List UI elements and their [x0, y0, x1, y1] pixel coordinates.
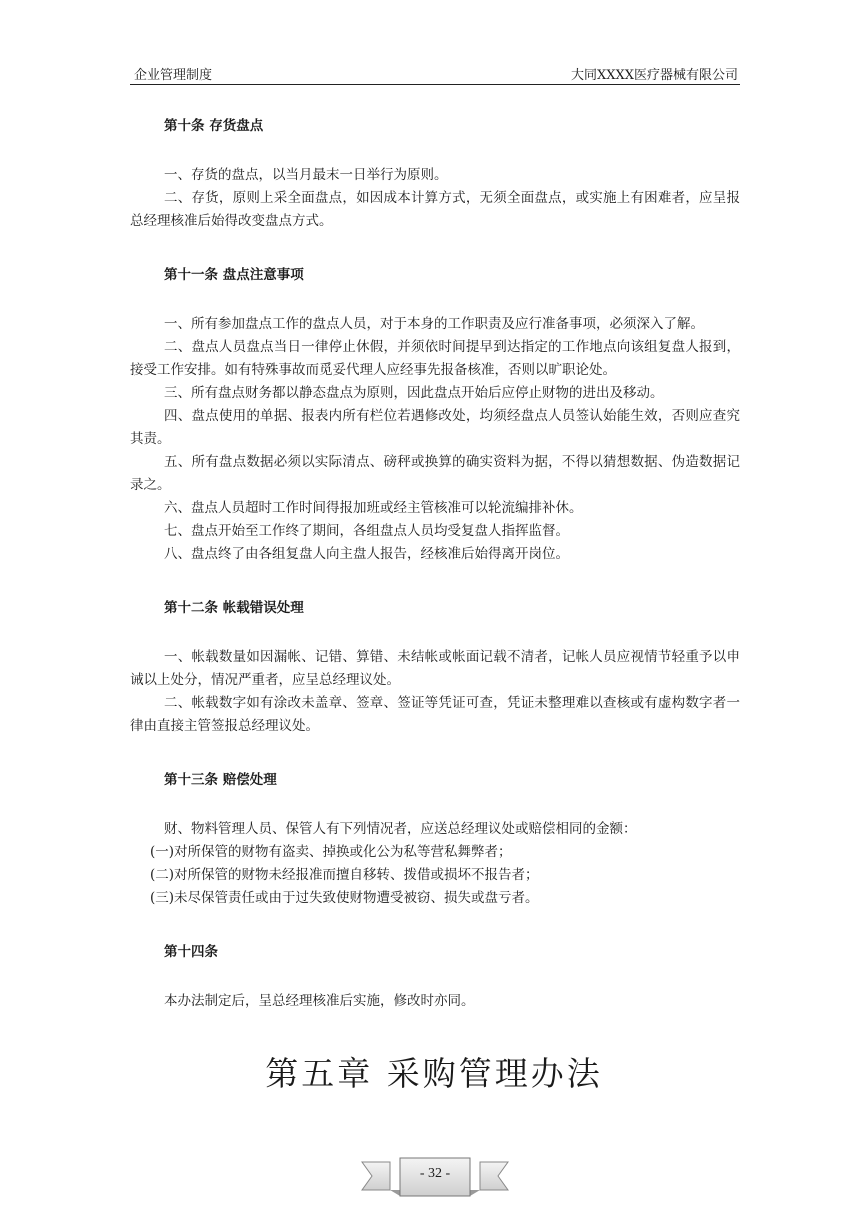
- page-number: - 32 -: [419, 1166, 451, 1181]
- page-footer: [360, 1150, 510, 1202]
- paragraph: 一、帐载数量如因漏帐、记错、算错、未结帐或帐面记载不清者，记帐人员应视情节轻重予以申诫以上处分，情况严重者，应呈总经理议处。: [130, 649, 740, 688]
- paragraph: 一、存货的盘点，以当月最末一日举行为原则。: [164, 167, 448, 183]
- article-14: [130, 938, 740, 1013]
- list-item: (三)未尽保管责任或由于过失致使财物遭受被窃、损失或盘亏者。: [150, 890, 539, 906]
- document-body: [130, 112, 740, 1013]
- page-header: [130, 60, 740, 85]
- article-13: [130, 766, 740, 910]
- paragraph: 二、帐载数字如有涂改未盖章、签章、签证等凭证可查，凭证未整理难以查核或有虚构数字者一律由直接主管签报总经理议处。: [130, 695, 740, 734]
- list-item: (一)对所保管的财物有盗卖、掉换或化公为私等营私舞弊者；: [150, 844, 512, 860]
- paragraph: 二、盘点人员盘点当日一律停止休假，并须依时间提早到达指定的工作地点向该组复盘人报到，接受工作安排。如有特殊事故而觅妥代理人应经事先报备核准，否则以旷职论处。: [130, 339, 740, 378]
- article-title: 第十四条: [164, 944, 218, 960]
- paragraph: 七、盘点开始至工作终了期间，各组盘点人员均受复盘人指挥监督。: [164, 523, 569, 539]
- article-title: 第十条 存货盘点: [164, 118, 264, 134]
- article-12: [130, 594, 740, 738]
- paragraph: 六、盘点人员超时工作时间得报加班或经主管核准可以轮流编排补休。: [164, 500, 583, 516]
- paragraph: 财、物料管理人员、保管人有下列情况者，应送总经理议处或赔偿相同的金额：: [164, 821, 637, 837]
- article-title: 第十三条 赔偿处理: [164, 772, 277, 788]
- paragraph: 三、所有盘点财务都以静态盘点为原则，因此盘点开始后应停止财物的进出及移动。: [164, 385, 664, 401]
- paragraph: 五、所有盘点数据必须以实际清点、磅秤或换算的确实资料为据，不得以猜想数据、伪造数据记录之。: [130, 454, 740, 493]
- chapter-heading: 第五章 采购管理办法: [265, 1054, 603, 1093]
- paragraph: 本办法制定后，呈总经理核准后实施，修改时亦同。: [164, 993, 475, 1009]
- article-title: 第十二条 帐载错误处理: [164, 600, 304, 616]
- paragraph: 一、所有参加盘点工作的盘点人员，对于本身的工作职责及应行准备事项，必须深入了解。: [164, 316, 704, 332]
- paragraph: 八、盘点终了由各组复盘人向主盘人报告，经核准后始得离开岗位。: [164, 546, 569, 562]
- article-10: [130, 112, 740, 233]
- header-left-text: 企业管理制度: [134, 68, 213, 83]
- paragraph: 四、盘点使用的单据、报表内所有栏位若遇修改处，均须经盘点人员签认始能生效，否则应查究其责。: [130, 408, 740, 447]
- header-company-name: 大同XXXX医疗器械有限公司: [570, 68, 738, 83]
- article-title: 第十一条 盘点注意事项: [164, 267, 304, 283]
- list-item: (二)对所保管的财物未经报准而擅自移转、拨借或损坏不报告者；: [150, 867, 539, 883]
- paragraph: 二、存货，原则上采全面盘点，如因成本计算方式，无须全面盘点，或实施上有困难者，应呈报总经理核准后始得改变盘点方式。: [130, 190, 740, 229]
- article-11: [130, 261, 740, 566]
